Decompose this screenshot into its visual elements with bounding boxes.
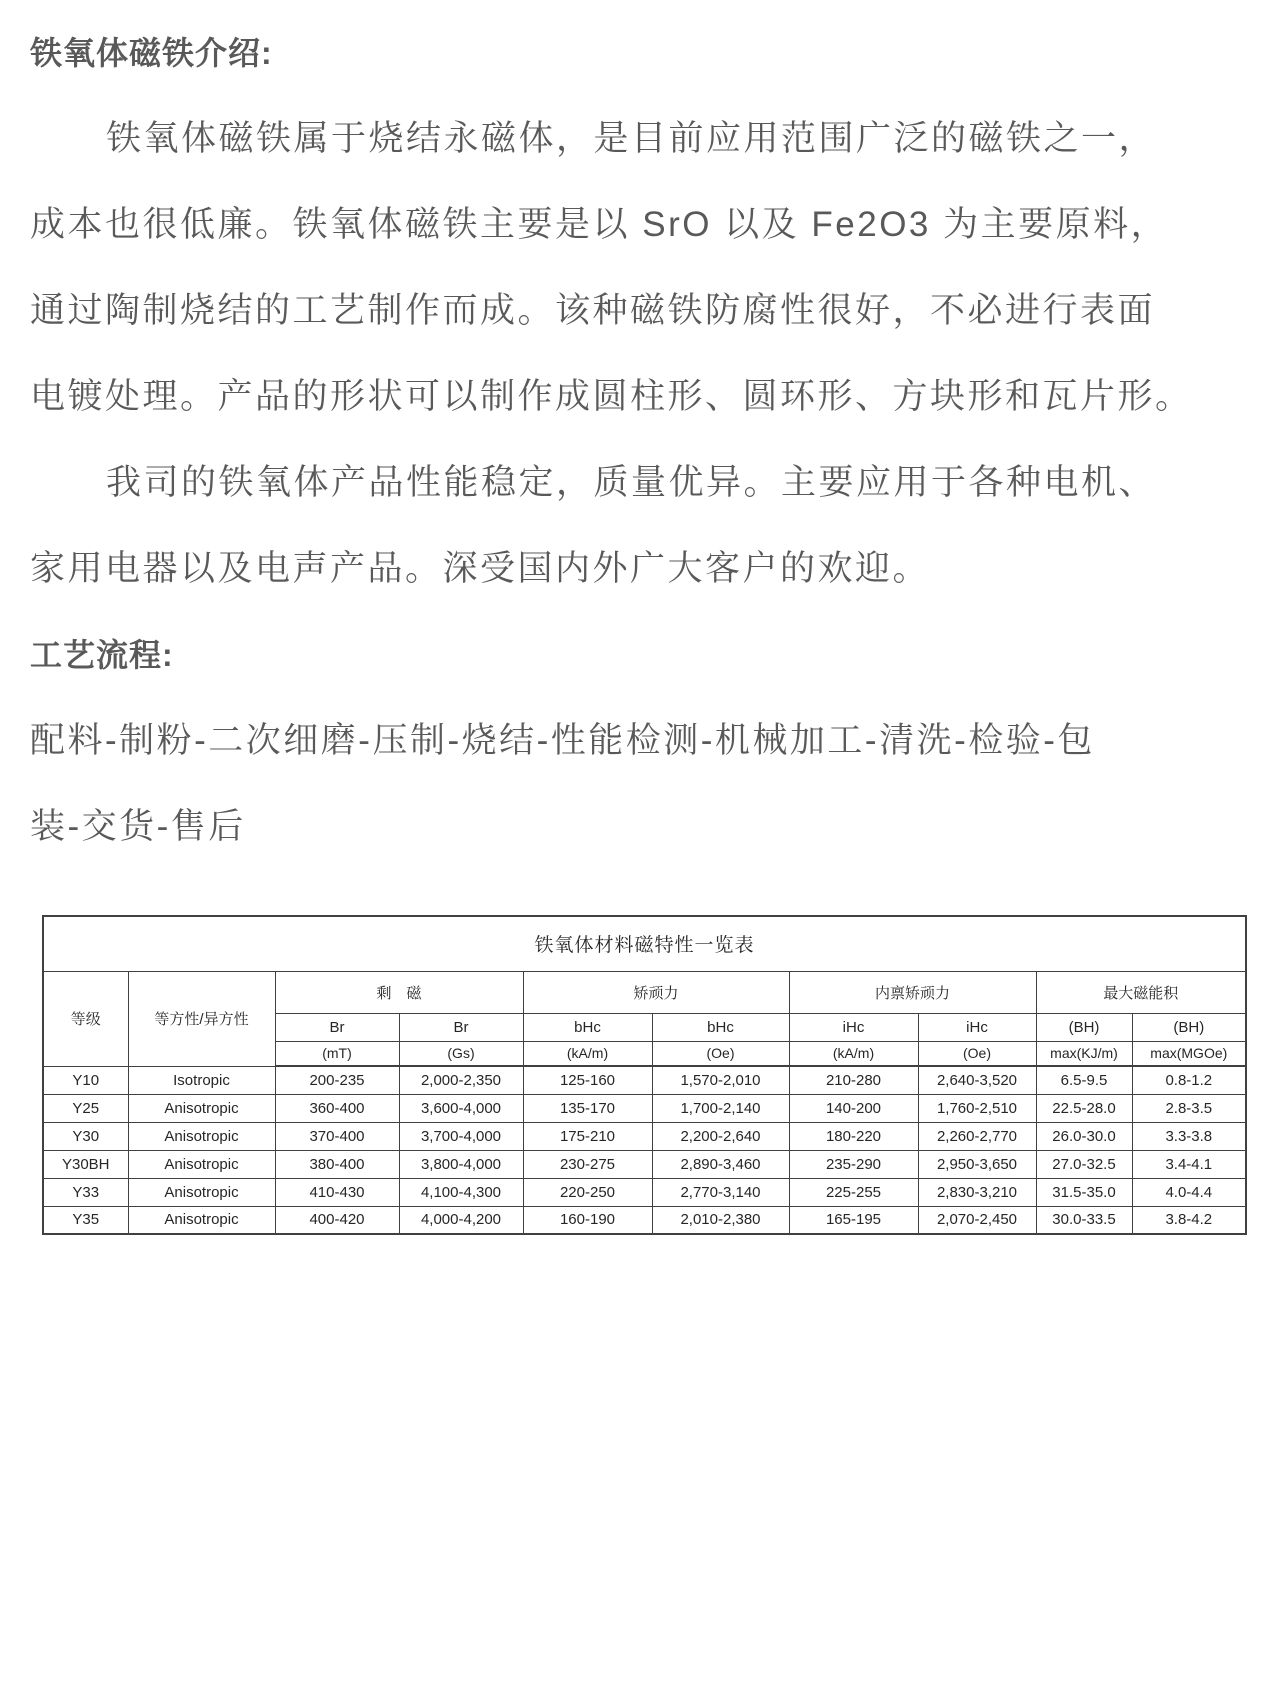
table-cell: 26.0-30.0: [1036, 1122, 1132, 1150]
table-cell: Isotropic: [128, 1066, 275, 1094]
table-row: [43, 1150, 1246, 1178]
symbol-header-8: (BH): [1132, 1013, 1246, 1041]
process-line-2: 装-交货-售后: [30, 807, 246, 846]
symbol-header-3: bHc: [523, 1013, 652, 1041]
process-heading: 工艺流程:: [30, 637, 174, 673]
process-flow-paragraph: [30, 698, 1257, 870]
unit-header-8: max(MGOe): [1132, 1041, 1246, 1066]
table-cell: Anisotropic: [128, 1094, 275, 1122]
table-cell: 4,000-4,200: [399, 1206, 523, 1234]
table-cell: Anisotropic: [128, 1122, 275, 1150]
table-cell: 1,700-2,140: [652, 1094, 789, 1122]
intro-line-4: 电镀处理。产品的形状可以制作成圆柱形、圆环形、方块形和瓦片形。: [30, 377, 1193, 416]
table-cell: 2.8-3.5: [1132, 1094, 1246, 1122]
table-group-header-row: [43, 971, 1246, 1013]
group-header-remanence: 剩 磁: [275, 971, 523, 1013]
table-cell: 3,600-4,000: [399, 1094, 523, 1122]
table-cell: 370-400: [275, 1122, 399, 1150]
table-cell: 4,100-4,300: [399, 1178, 523, 1206]
table-cell: 2,010-2,380: [652, 1206, 789, 1234]
table-cell: 140-200: [789, 1094, 918, 1122]
symbol-header-4: bHc: [652, 1013, 789, 1041]
symbol-header-2: Br: [399, 1013, 523, 1041]
table-cell: 2,000-2,350: [399, 1066, 523, 1094]
unit-header-4: (Oe): [652, 1041, 789, 1066]
table-cell: 230-275: [523, 1150, 652, 1178]
table-cell: 180-220: [789, 1122, 918, 1150]
col-header-isotropy: 等方性/异方性: [128, 971, 275, 1066]
unit-header-1: (mT): [275, 1041, 399, 1066]
table-cell: Y30BH: [43, 1150, 128, 1178]
table-cell: 3,800-4,000: [399, 1150, 523, 1178]
table-cell: 27.0-32.5: [1036, 1150, 1132, 1178]
table-cell: 175-210: [523, 1122, 652, 1150]
table-cell: 0.8-1.2: [1132, 1066, 1246, 1094]
table-cell: 220-250: [523, 1178, 652, 1206]
table-cell: Y25: [43, 1094, 128, 1122]
table-title-row: [43, 916, 1246, 971]
intro-line-5: 我司的铁氧体产品性能稳定，质量优异。主要应用于各种电机、: [106, 463, 1157, 502]
table-cell: 235-290: [789, 1150, 918, 1178]
col-header-grade: 等级: [43, 971, 128, 1066]
symbol-header-7: (BH): [1036, 1013, 1132, 1041]
table-row: [43, 1206, 1246, 1234]
intro-line-2: 成本也很低廉。铁氧体磁铁主要是以 SrO 以及 Fe2O3 为主要原料，: [30, 205, 1169, 244]
table-cell: 400-420: [275, 1206, 399, 1234]
table-cell: 1,760-2,510: [918, 1094, 1036, 1122]
table-row: [43, 1066, 1246, 1094]
symbol-header-1: Br: [275, 1013, 399, 1041]
unit-header-7: max(KJ/m): [1036, 1041, 1132, 1066]
table-row: [43, 1178, 1246, 1206]
table-cell: 360-400: [275, 1094, 399, 1122]
table-cell: 3.3-3.8: [1132, 1122, 1246, 1150]
unit-header-5: (kA/m): [789, 1041, 918, 1066]
table-cell: 380-400: [275, 1150, 399, 1178]
table-cell: 135-170: [523, 1094, 652, 1122]
table-cell: 200-235: [275, 1066, 399, 1094]
group-header-max-energy-product: 最大磁能积: [1036, 971, 1246, 1013]
unit-header-2: (Gs): [399, 1041, 523, 1066]
symbol-header-5: iHc: [789, 1013, 918, 1041]
intro-line-1: 铁氧体磁铁属于烧结永磁体，是目前应用范围广泛的磁铁之一，: [106, 119, 1157, 158]
table-cell: 225-255: [789, 1178, 918, 1206]
table-cell: Y35: [43, 1206, 128, 1234]
group-header-coercivity: 矫顽力: [523, 971, 789, 1013]
table-cell: 2,200-2,640: [652, 1122, 789, 1150]
table-cell: 1,570-2,010: [652, 1066, 789, 1094]
table-cell: Anisotropic: [128, 1206, 275, 1234]
table-cell: 410-430: [275, 1178, 399, 1206]
table-cell: 2,830-3,210: [918, 1178, 1036, 1206]
table-cell: 165-195: [789, 1206, 918, 1234]
table-cell: 30.0-33.5: [1036, 1206, 1132, 1234]
table-cell: 3,700-4,000: [399, 1122, 523, 1150]
unit-header-3: (kA/m): [523, 1041, 652, 1066]
table-cell: 2,770-3,140: [652, 1178, 789, 1206]
table-cell: Anisotropic: [128, 1150, 275, 1178]
table-cell: 2,640-3,520: [918, 1066, 1036, 1094]
table-title: 铁氧体材料磁特性一览表: [43, 916, 1246, 971]
table-cell: 22.5-28.0: [1036, 1094, 1132, 1122]
table-cell: 210-280: [789, 1066, 918, 1094]
table-row: [43, 1122, 1246, 1150]
table-cell: 6.5-9.5: [1036, 1066, 1132, 1094]
table-cell: 2,070-2,450: [918, 1206, 1036, 1234]
intro-paragraphs: [30, 96, 1257, 612]
table-cell: 3.8-4.2: [1132, 1206, 1246, 1234]
table-cell: 2,950-3,650: [918, 1150, 1036, 1178]
table-cell: 3.4-4.1: [1132, 1150, 1246, 1178]
table-row: [43, 1094, 1246, 1122]
ferrite-properties-table: [42, 915, 1247, 1235]
intro-line-3: 通过陶制烧结的工艺制作而成。该种磁铁防腐性很好，不必进行表面: [30, 291, 1156, 330]
table-cell: Y30: [43, 1122, 128, 1150]
intro-line-6: 家用电器以及电声产品。深受国内外广大客户的欢迎。: [30, 549, 931, 588]
table-cell: 31.5-35.0: [1036, 1178, 1132, 1206]
table-cell: 125-160: [523, 1066, 652, 1094]
symbol-header-6: iHc: [918, 1013, 1036, 1041]
table-cell: 4.0-4.4: [1132, 1178, 1246, 1206]
table-cell: Anisotropic: [128, 1178, 275, 1206]
group-header-intrinsic-coercivity: 内禀矫顽力: [789, 971, 1036, 1013]
table-cell: 160-190: [523, 1206, 652, 1234]
intro-heading: 铁氧体磁铁介绍:: [30, 35, 273, 71]
table-cell: 2,890-3,460: [652, 1150, 789, 1178]
table-cell: Y10: [43, 1066, 128, 1094]
unit-header-6: (Oe): [918, 1041, 1036, 1066]
table-cell: 2,260-2,770: [918, 1122, 1036, 1150]
table-cell: Y33: [43, 1178, 128, 1206]
process-line-1: 配料-制粉-二次细磨-压制-烧结-性能检测-机械加工-清洗-检验-包: [30, 721, 1095, 760]
